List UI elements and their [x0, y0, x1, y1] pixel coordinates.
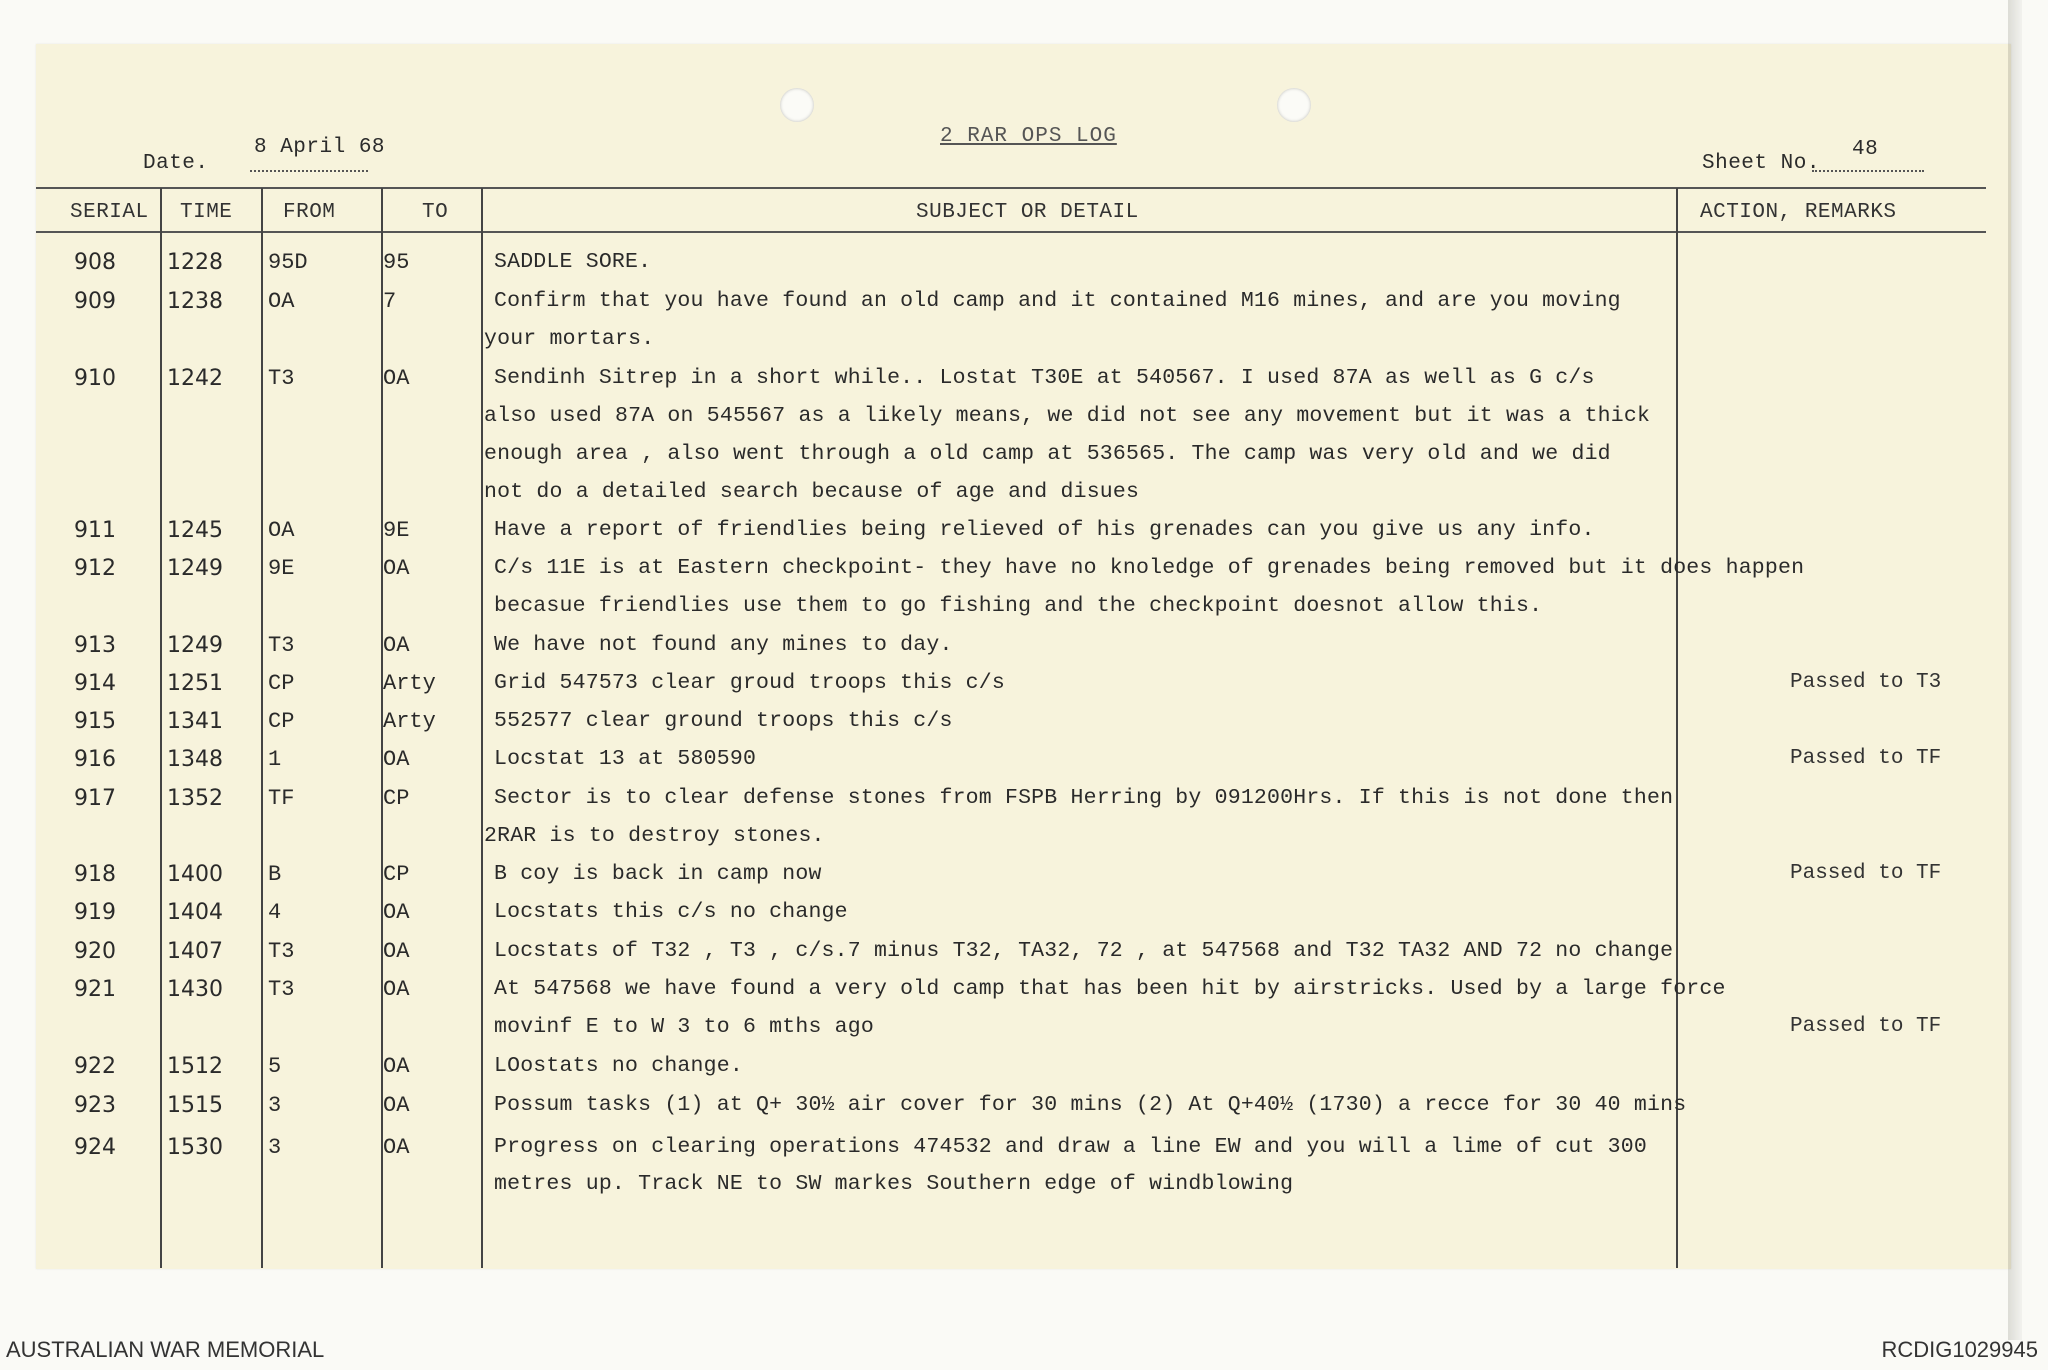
- entry-serial: 923: [74, 1093, 116, 1118]
- entry-to: OA: [383, 1093, 410, 1118]
- footer-credit: AUSTRALIAN WAR MEMORIAL: [6, 1337, 325, 1362]
- entry-remark: Passed to TF: [1790, 747, 1942, 770]
- entry-from: 3: [268, 1135, 282, 1160]
- entry-time: 1242: [167, 366, 223, 391]
- entry-from: TF: [268, 786, 295, 811]
- entry-to: OA: [383, 1135, 410, 1160]
- entry-serial: 918: [74, 862, 116, 887]
- entry-serial: 911: [74, 518, 116, 543]
- column-header-time: TIME: [180, 201, 233, 224]
- entry-from: T3: [268, 977, 295, 1002]
- sheet-value: 48: [1852, 138, 1879, 161]
- page-title: 2 RAR OPS LOG: [940, 125, 1117, 148]
- date-value: 8 April 68: [254, 136, 386, 159]
- entry-from: 95D: [268, 250, 308, 275]
- entry-serial: 920: [74, 939, 116, 964]
- entry-detail-line: Possum tasks (1) at Q+ 30½ air cover for 30 mins (2) At Q+40½ (1730) a recce for 30 40 mins: [494, 1093, 1687, 1117]
- entry-time: 1245: [167, 518, 223, 543]
- col-divider-1: [160, 188, 162, 1268]
- entry-detail-line: B coy is back in camp now: [494, 862, 822, 886]
- entry-serial: 913: [74, 633, 116, 658]
- entry-detail-line: movinf E to W 3 to 6 mths ago: [494, 1015, 874, 1039]
- entry-to: 95: [383, 250, 410, 275]
- entry-time: 1530: [167, 1135, 223, 1160]
- entry-detail-line: Locstats this c/s no change: [494, 900, 848, 924]
- entry-from: T3: [268, 366, 295, 391]
- entry-to: OA: [383, 747, 410, 772]
- entry-from: 9E: [268, 556, 295, 581]
- footer-id: RCDIG1029945: [1881, 1337, 2038, 1362]
- date-underline: [250, 170, 368, 172]
- entry-detail-line: Progress on clearing operations 474532 and draw a line EW and you will a lime of cut 300: [494, 1135, 1647, 1159]
- entry-detail-line: enough area , also went through a old camp at 536565. The camp was very old and we did: [484, 442, 1611, 466]
- entry-detail-line: Have a report of friendlies being relieved of his grenades can you give us any info.: [494, 518, 1595, 542]
- column-header-from: FROM: [283, 201, 336, 224]
- entry-from: T3: [268, 633, 295, 658]
- entry-from: OA: [268, 518, 295, 543]
- entry-serial: 924: [74, 1135, 116, 1160]
- entry-time: 1400: [167, 862, 223, 887]
- entry-time: 1430: [167, 977, 223, 1002]
- punch-hole-left: [780, 88, 814, 122]
- sheet-underline: [1812, 170, 1924, 172]
- date-label: Date.: [143, 152, 209, 175]
- entry-to: OA: [383, 366, 410, 391]
- entry-detail-line: C/s 11E is at Eastern checkpoint- they have no knoledge of grenades being removed but it does happen: [494, 556, 1805, 580]
- entry-to: CP: [383, 862, 410, 887]
- header-bottom-rule: [36, 231, 1986, 233]
- entry-serial: 919: [74, 900, 116, 925]
- entry-detail-line: SADDLE SORE.: [494, 250, 652, 274]
- entry-to: Arty: [383, 709, 436, 734]
- entry-to: OA: [383, 939, 410, 964]
- entry-from: OA: [268, 289, 295, 314]
- log-sheet: [36, 44, 2011, 1269]
- entry-detail-line: also used 87A on 545567 as a likely means, we did not see any movement but it was a thick: [484, 404, 1651, 428]
- entry-serial: 908: [74, 250, 116, 275]
- entry-to: OA: [383, 977, 410, 1002]
- entry-from: CP: [268, 671, 295, 696]
- entry-time: 1238: [167, 289, 223, 314]
- entry-detail-line: 2RAR is to destroy stones.: [484, 824, 825, 848]
- entry-serial: 915: [74, 709, 116, 734]
- col-divider-4: [481, 188, 483, 1268]
- entry-time: 1515: [167, 1093, 223, 1118]
- entry-time: 1348: [167, 747, 223, 772]
- entry-time: 1228: [167, 250, 223, 275]
- entry-from: 4: [268, 900, 282, 925]
- entry-detail-line: your mortars.: [484, 327, 655, 351]
- entry-time: 1249: [167, 633, 223, 658]
- entry-time: 1251: [167, 671, 223, 696]
- entry-to: OA: [383, 900, 410, 925]
- entry-serial: 910: [74, 366, 116, 391]
- column-header-action: ACTION, REMARKS: [1700, 201, 1897, 224]
- entry-from: B: [268, 862, 282, 887]
- column-header-to: TO: [422, 201, 449, 224]
- entry-detail-line: Locstats of T32 , T3 , c/s.7 minus T32, TA32, 72 , at 547568 and T32 TA32 AND 72 no change: [494, 939, 1674, 963]
- entry-detail-line: 552577 clear ground troops this c/s: [494, 709, 953, 733]
- entry-to: 9E: [383, 518, 410, 543]
- entry-serial: 909: [74, 289, 116, 314]
- entry-detail-line: Grid 547573 clear groud troops this c/s: [494, 671, 1005, 695]
- entry-to: OA: [383, 633, 410, 658]
- entry-serial: 914: [74, 671, 116, 696]
- sheet-label: Sheet No.: [1702, 152, 1820, 175]
- entry-to: OA: [383, 556, 410, 581]
- header-top-rule: [36, 187, 1986, 189]
- entry-serial: 917: [74, 786, 116, 811]
- entry-from: T3: [268, 939, 295, 964]
- entry-from: 3: [268, 1093, 282, 1118]
- entry-detail-line: At 547568 we have found a very old camp that has been hit by airstricks. Used by a large force: [494, 977, 1726, 1001]
- entry-to: CP: [383, 786, 410, 811]
- entry-time: 1407: [167, 939, 223, 964]
- entry-time: 1341: [167, 709, 223, 734]
- entry-remark: Passed to TF: [1790, 862, 1942, 885]
- col-divider-2: [261, 188, 263, 1268]
- entry-remark: Passed to TF: [1790, 1015, 1942, 1038]
- entry-remark: Passed to T3: [1790, 671, 1942, 694]
- entry-to: 7: [383, 289, 397, 314]
- entry-serial: 912: [74, 556, 116, 581]
- entry-detail-line: We have not found any mines to day.: [494, 633, 953, 657]
- entry-serial: 916: [74, 747, 116, 772]
- entry-to: Arty: [383, 671, 436, 696]
- entry-detail-line: Sector is to clear defense stones from FSPB Herring by 091200Hrs. If this is not done then: [494, 786, 1674, 810]
- entry-detail-line: becasue friendlies use them to go fishing and the checkpoint doesnot allow this.: [494, 594, 1543, 618]
- entry-to: OA: [383, 1054, 410, 1079]
- entry-from: 5: [268, 1054, 282, 1079]
- entry-serial: 921: [74, 977, 116, 1002]
- entry-time: 1512: [167, 1054, 223, 1079]
- entry-time: 1352: [167, 786, 223, 811]
- entry-time: 1404: [167, 900, 223, 925]
- entry-serial: 922: [74, 1054, 116, 1079]
- entry-from: 1: [268, 747, 282, 772]
- entry-time: 1249: [167, 556, 223, 581]
- column-header-serial: SERIAL: [70, 201, 149, 224]
- entry-from: CP: [268, 709, 295, 734]
- entry-detail-line: LOostats no change.: [494, 1054, 743, 1078]
- entry-detail-line: Sendinh Sitrep in a short while.. Lostat T30E at 540567. I used 87A as well as G c/s: [494, 366, 1595, 390]
- entry-detail-line: not do a detailed search because of age and disues: [484, 480, 1140, 504]
- punch-hole-right: [1277, 88, 1311, 122]
- column-header-subject: SUBJECT OR DETAIL: [916, 201, 1139, 224]
- entry-detail-line: metres up. Track NE to SW markes Southern edge of windblowing: [494, 1172, 1294, 1196]
- entry-detail-line: Confirm that you have found an old camp and it contained M16 mines, and are you moving: [494, 289, 1621, 313]
- entry-detail-line: Locstat 13 at 580590: [494, 747, 757, 771]
